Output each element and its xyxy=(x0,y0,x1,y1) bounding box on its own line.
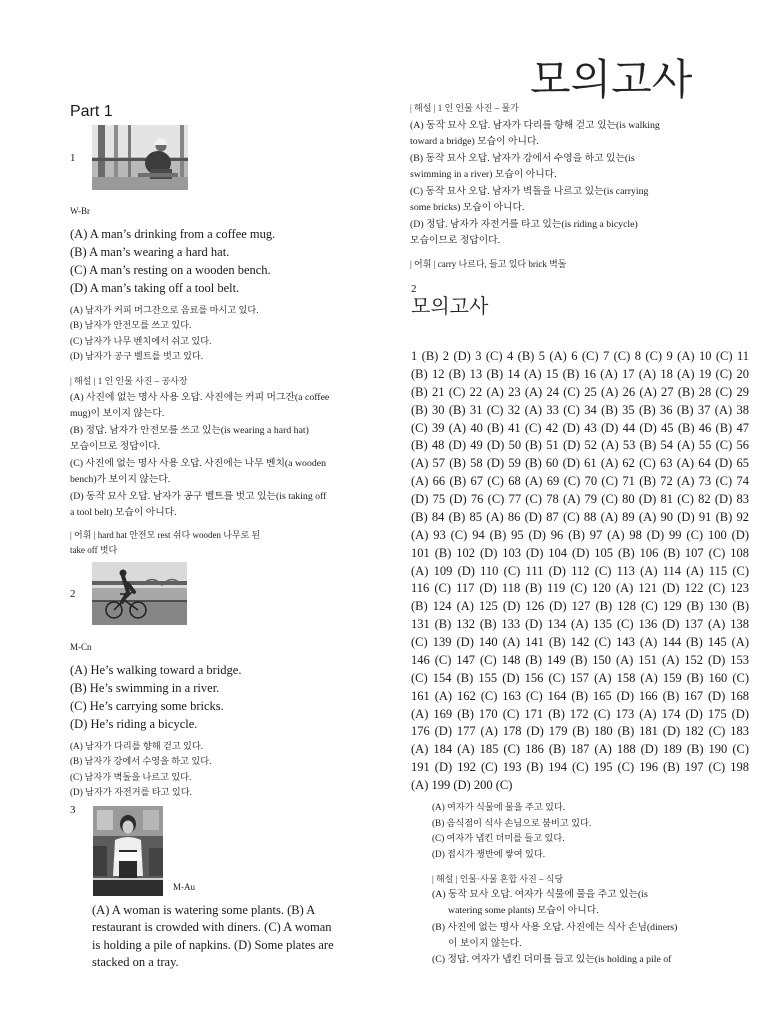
q1-translation-d: (D) 남자가 공구 벨트를 벗고 있다. xyxy=(70,350,204,361)
q3-translation-c: (C) 여자가 냅킨 더미를 들고 있다. xyxy=(432,833,565,844)
q2-explanation-line: (A) 동작 묘사 오답. 남자가 다리를 향해 걷고 있는(is walking xyxy=(410,120,660,131)
q1-option-c: (C) A man’s resting on a wooden bench. xyxy=(70,263,271,277)
section-number: 2 xyxy=(411,283,417,295)
q1-option-b: (B) A man’s wearing a hard hat. xyxy=(70,245,230,259)
q3-number: 3 xyxy=(70,804,76,816)
q2-photo-cyclist xyxy=(92,562,187,625)
q1-explanation-line: bench)가 보이지 않는다. xyxy=(70,474,171,486)
section-title: 모의고사 xyxy=(411,296,489,318)
q1-explanation-header: | 해설 | 1 인 인물 사진 – 공사장 xyxy=(70,376,188,386)
q2-option-c: (C) He’s carrying some bricks. xyxy=(70,699,224,713)
q3-explanation-line: (B) 사진에 없는 명사 사용 오답. 사진에는 식사 손님(diners) xyxy=(432,921,678,933)
q3-translation-a: (A) 여자가 식물에 물을 주고 있다. xyxy=(432,802,566,812)
q3-options-line: (A) A woman is watering some plants. (B) A xyxy=(92,903,316,917)
q2-explanation-line: swimming in a river) 모습이 아니다. xyxy=(410,169,557,181)
q1-translations xyxy=(70,303,259,364)
q1-explanation-line: a tool belt) 모습이 아니다. xyxy=(70,507,177,519)
q1-explanation-line: 모습이므로 정답이다. xyxy=(70,441,161,453)
q3-options-line: stacked on a tray. xyxy=(92,954,179,969)
answer-key-line: (A) 109 (D) 110 (C) 111 (D) 112 (C) 113 (A) 114 (A) 115 (C) xyxy=(411,563,749,578)
q1-option-a: (A) A man’s drinking from a coffee mug. xyxy=(70,227,276,241)
q2-option-d: (D) He’s riding a bicycle. xyxy=(70,717,198,731)
q2-option-a: (A) He’s walking toward a bridge. xyxy=(70,663,242,677)
q1-vocabulary xyxy=(70,528,260,558)
q2-translation-b: (B) 남자가 강에서 수영을 하고 있다. xyxy=(70,756,212,767)
q3-photo-restaurant-woman xyxy=(93,806,163,896)
q1-explanation-line: (D) 동작 묘사 오답. 남자가 공구 벨트를 벗고 있는(is taking off xyxy=(70,490,327,502)
answer-key-line: (C) 39 (A) 40 (B) 41 (C) 42 (D) 43 (D) 44 (D) 45 (B) 46 (B) 47 xyxy=(411,420,749,435)
q2-explanation xyxy=(410,118,660,250)
q1-translation-c: (C) 남자가 나무 벤치에서 쉬고 있다. xyxy=(70,335,212,346)
q2-explanation-line: toward a bridge) 모습이 아니다. xyxy=(410,136,539,148)
answer-key-line: 146 (C) 147 (C) 148 (B) 149 (B) 150 (A) 151 (A) 152 (D) 153 xyxy=(411,652,749,667)
answer-key-line: (B) 30 (B) 31 (C) 32 (A) 33 (C) 34 (B) 35 (B) 36 (B) 37 (A) 38 xyxy=(411,402,749,417)
q2-vocabulary: | 어휘 | carry 나르다, 들고 있다 brick 벽돌 xyxy=(410,259,567,269)
q2-translations xyxy=(70,739,211,800)
q2-explanation-line: 모습이므로 정답이다. xyxy=(410,235,501,247)
q1-explanation xyxy=(70,390,329,522)
answer-key-line: (B) 48 (D) 49 (D) 50 (B) 51 (D) 52 (A) 53 (B) 54 (A) 55 (C) 56 xyxy=(411,438,749,453)
answer-key-line: (D) 75 (D) 76 (C) 77 (C) 78 (A) 79 (C) 80 (D) 81 (C) 82 (D) 83 xyxy=(411,492,749,506)
q2-explanation-line: some bricks) 모습이 아니다. xyxy=(410,202,525,214)
answer-key-line: 131 (B) 132 (B) 133 (D) 134 (A) 135 (C) 136 (D) 137 (A) 138 xyxy=(411,617,749,632)
q1-explanation-line: (C) 사진에 없는 명사 사용 오답. 사진에는 나무 벤치(a wooden xyxy=(70,457,326,469)
q1-explanation-line: (A) 사진에 없는 명사 사용 오답. 사진에는 커피 머그잔(a coffee xyxy=(70,392,330,403)
answer-key-line: (B) 84 (B) 85 (A) 86 (D) 87 (C) 88 (A) 89 (A) 90 (D) 91 (B) 92 xyxy=(411,509,749,524)
answer-key-line: (A) 184 (A) 185 (C) 186 (B) 187 (A) 188 (D) 189 (B) 190 (C) xyxy=(411,742,749,757)
page-title: 모의고사 xyxy=(530,56,693,103)
answer-key-line: 101 (B) 102 (D) 103 (D) 104 (D) 105 (B) 106 (B) 107 (C) 108 xyxy=(411,545,749,560)
q3-translations xyxy=(432,800,591,863)
answer-key-line: (C) 139 (D) 140 (A) 141 (B) 142 (C) 143 (A) 144 (B) 145 (A) xyxy=(411,635,749,649)
q1-options xyxy=(70,225,275,297)
q3-explanation-line: (C) 정답. 여자가 냅킨 더미를 들고 있는(is holding a pile of xyxy=(432,954,672,965)
answer-key-line: 116 (C) 117 (D) 118 (B) 119 (C) 120 (A) 121 (D) 122 (C) 123 xyxy=(411,581,749,596)
q1-explanation-line: (B) 정답. 남자가 안전모를 쓰고 있는(is wearing a hard hat) xyxy=(70,424,309,436)
answer-key-line: (B) 124 (A) 125 (D) 126 (D) 127 (B) 128 (C) 129 (B) 130 (B) xyxy=(411,599,749,614)
answer-key-line: (A) 57 (B) 58 (D) 59 (B) 60 (D) 61 (A) 62 (C) 63 (A) 64 (D) 65 xyxy=(411,456,749,471)
q1-vocabulary-line: | 어휘 | hard hat 안전모 rest 쉬다 wooden 나무로 된 xyxy=(70,530,261,540)
q3-explanation-line: watering some plants) 모습이 아니다. xyxy=(448,905,599,917)
q1-speaker: W-Br xyxy=(70,206,90,216)
q3-explanation xyxy=(432,887,677,968)
q2-explanation-line: (C) 동작 묘사 오답. 남자가 벽돌을 나르고 있는(is carrying xyxy=(410,185,649,197)
q3-options-line: restaurant is crowded with diners. (C) A woman xyxy=(92,920,332,935)
q2-translation-a: (A) 남자가 다리를 향해 걷고 있다. xyxy=(70,741,204,751)
q2-option-b: (B) He’s swimming in a river. xyxy=(70,681,220,695)
answer-key-line: (A) 169 (B) 170 (C) 171 (B) 172 (C) 173 (A) 174 (D) 175 (D) xyxy=(411,706,749,721)
q3-translation-d: (D) 접시가 쟁반에 쌓여 있다. xyxy=(432,849,545,860)
part-label: Part 1 xyxy=(70,103,113,120)
answer-key-line: 1 (B) 2 (D) 3 (C) 4 (B) 5 (A) 6 (C) 7 (C) 8 (C) 9 (A) 10 (C) 11 xyxy=(411,349,749,363)
answer-key-line: (A) 66 (B) 67 (C) 68 (A) 69 (C) 70 (C) 71 (B) 72 (A) 73 (C) 74 xyxy=(411,474,749,489)
q1-photo-construction-worker xyxy=(92,125,188,190)
q3-explanation-line: (A) 동작 묘사 오답. 여자가 식물에 물을 주고 있는(is xyxy=(432,889,648,900)
q1-explanation-line: mug)이 보이지 않는다. xyxy=(70,408,165,420)
q2-translation-c: (C) 남자가 벽돌을 나르고 있다. xyxy=(70,771,192,782)
q2-explanation-header: | 해설 | 1 인 인물 사진 – 물가 xyxy=(410,103,519,113)
q3-explanation-header: | 해설 | 인물·사물 혼합 사진 – 식당 xyxy=(432,874,564,884)
q3-explanation-line: 이 보이지 않는다. xyxy=(448,937,522,949)
q2-explanation-line: (D) 정답. 남자가 자전거를 타고 있는(is riding a bicycle) xyxy=(410,218,638,230)
q2-speaker: M-Cn xyxy=(70,642,92,652)
answer-key-line: (B) 12 (B) 13 (B) 14 (A) 15 (B) 16 (A) 17 (A) 18 (A) 19 (C) 20 xyxy=(411,366,749,381)
q1-translation-b: (B) 남자가 안전모를 쓰고 있다. xyxy=(70,320,192,331)
answer-key-line: 161 (A) 162 (C) 163 (C) 164 (B) 165 (D) 166 (B) 167 (D) 168 xyxy=(411,688,749,703)
answer-key-line: (A) 199 (D) 200 (C) xyxy=(411,778,513,792)
q3-translation-b: (B) 음식점이 식사 손님으로 붐비고 있다. xyxy=(432,817,592,828)
q1-option-d: (D) A man’s taking off a tool belt. xyxy=(70,281,240,295)
q1-vocabulary-line: take off 벗다 xyxy=(70,545,118,555)
answer-key-line: (C) 154 (B) 155 (D) 156 (C) 157 (A) 158 (A) 159 (B) 160 (C) xyxy=(411,670,749,685)
q3-options xyxy=(92,902,334,971)
answer-key-line: (B) 21 (C) 22 (A) 23 (A) 24 (C) 25 (A) 26 (A) 27 (B) 28 (C) 29 xyxy=(411,384,749,399)
answer-key-line: (A) 93 (C) 94 (B) 95 (D) 96 (B) 97 (A) 98 (D) 99 (C) 100 (D) xyxy=(411,527,749,542)
q1-number: 1 xyxy=(70,152,76,164)
answer-key-line: 176 (D) 177 (A) 178 (D) 179 (B) 180 (B) 181 (D) 182 (C) 183 xyxy=(411,724,749,739)
answer-key-line: 191 (D) 192 (C) 193 (B) 194 (C) 195 (C) 196 (B) 197 (C) 198 xyxy=(411,760,749,775)
q3-options-line: is holding a pile of napkins. (D) Some plates are xyxy=(92,937,334,952)
q2-translation-d: (D) 남자가 자전거를 타고 있다. xyxy=(70,786,192,797)
answer-key xyxy=(411,348,749,795)
q2-number: 2 xyxy=(70,588,76,600)
q1-translation-a: (A) 남자가 커피 머그잔으로 음료를 마시고 있다. xyxy=(70,305,259,315)
q2-explanation-line: (B) 동작 묘사 오답. 남자가 강에서 수영을 하고 있는(is xyxy=(410,152,635,164)
q2-options xyxy=(70,661,241,733)
q3-speaker: M-Au xyxy=(173,882,195,892)
